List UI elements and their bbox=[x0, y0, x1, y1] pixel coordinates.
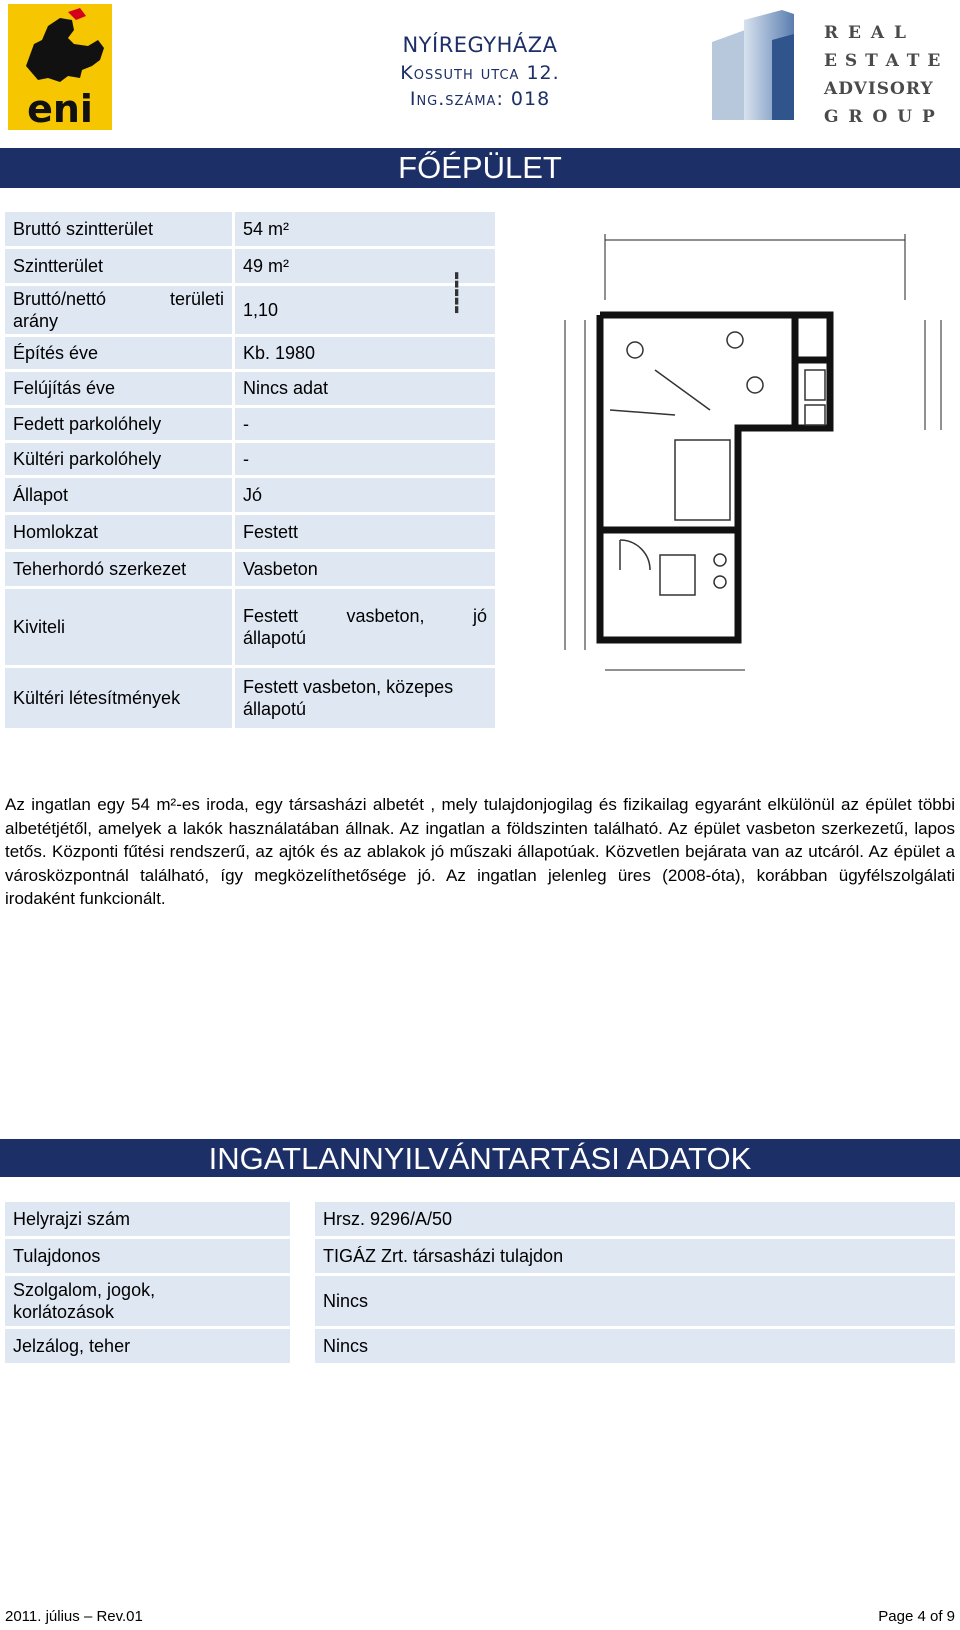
row-label: Kiviteli bbox=[5, 589, 232, 665]
table-row bbox=[5, 1329, 955, 1363]
row-label-part: korlátozások bbox=[13, 1302, 115, 1322]
row-value: Kb. 1980 bbox=[232, 337, 495, 369]
header-address: Kossuth utca 12. bbox=[400, 62, 560, 84]
row-label: Fedett parkolóhely bbox=[5, 408, 232, 440]
property-description: Az ingatlan egy 54 m²-es iroda, egy társasházi albetét , mely tulajdonjogilag és fizikailag egyaránt elkülönül az épület többi albetétjétől, amelyek a lakók használatában állnak. Az ingatlan a földszinten található. Az épület vasbeton szerkezetű, lapos tetős. Központi fűtési rendszerű, az ajtók és az ablakok jó műszaki állapotúak. Közvetlen bejárata van az utcáról. Az épület a városközpontnál található, így megközelíthetősége jó. Az ingatlan jelenleg üres (2008-óta), korábban ügyfélszolgálati irodaként funkcionált. bbox=[5, 795, 955, 908]
eni-logo bbox=[8, 4, 112, 130]
row-value: - bbox=[232, 443, 495, 475]
table-row bbox=[5, 515, 495, 549]
logo-line-estate: E S T A T E bbox=[824, 51, 942, 71]
section-title-text: INGATLANNYILVÁNTARTÁSI ADATOK bbox=[208, 1141, 752, 1176]
logo-line-real: R E A L bbox=[824, 23, 908, 43]
row-label: Építés éve bbox=[5, 337, 232, 369]
row-value: 54 m² bbox=[232, 212, 495, 246]
row-value-part: vasbeton, bbox=[346, 606, 425, 626]
row-label: Bruttó szintterület bbox=[5, 212, 232, 246]
row-label bbox=[5, 1276, 290, 1326]
section-title-main-building bbox=[0, 148, 960, 188]
row-label bbox=[5, 286, 232, 334]
registry-table bbox=[5, 1199, 955, 1366]
section-title-text: FŐÉPÜLET bbox=[398, 150, 562, 185]
table-row bbox=[5, 408, 495, 440]
row-value: Festett bbox=[232, 515, 495, 549]
row-value-part: jó bbox=[472, 606, 487, 626]
footer-date-revision: 2011. július – Rev.01 bbox=[5, 1608, 143, 1625]
row-label: Jelzálog, teher bbox=[5, 1329, 290, 1363]
real-estate-advisory-logo bbox=[712, 10, 956, 130]
row-value: Nincs bbox=[290, 1329, 955, 1363]
row-value: TIGÁZ Zrt. társasházi tulajdon bbox=[290, 1239, 955, 1273]
row-label: Állapot bbox=[5, 478, 232, 512]
row-value: Hrsz. 9296/A/50 bbox=[290, 1202, 955, 1236]
footer-page-number: Page 4 of 9 bbox=[878, 1608, 955, 1625]
svg-text:▬▬▬▬▬: ▬▬▬▬▬ bbox=[452, 271, 462, 314]
row-label-part: Bruttó/nettó bbox=[13, 289, 107, 309]
table-row bbox=[5, 372, 495, 405]
row-label: Helyrajzi szám bbox=[5, 1202, 290, 1236]
table-row bbox=[5, 443, 495, 475]
table-row bbox=[5, 212, 495, 246]
eni-logo-text: eni bbox=[27, 87, 93, 131]
row-value: 49 m² bbox=[232, 249, 495, 283]
table-row bbox=[5, 286, 495, 334]
row-value: 1,10 bbox=[232, 286, 495, 334]
table-row bbox=[5, 1239, 955, 1273]
logo-line-group: G R O U P bbox=[824, 107, 937, 127]
table-row bbox=[5, 337, 495, 369]
property-table bbox=[5, 209, 495, 731]
row-label-part: Szolgalom, jogok, bbox=[13, 1280, 156, 1300]
header-title bbox=[300, 30, 660, 112]
row-value: - bbox=[232, 408, 495, 440]
row-label: Szintterület bbox=[5, 249, 232, 283]
row-label: Tulajdonos bbox=[5, 1239, 290, 1273]
row-label: Teherhordó szerkezet bbox=[5, 552, 232, 586]
table-row bbox=[5, 589, 495, 665]
row-value: Nincs adat bbox=[232, 372, 495, 405]
row-label-part: arány bbox=[13, 311, 59, 331]
row-label-part: területi bbox=[169, 289, 224, 309]
row-value-part: Festett vasbeton, közepes bbox=[243, 677, 454, 697]
row-label: Kültéri parkolóhely bbox=[5, 443, 232, 475]
row-value bbox=[232, 668, 495, 728]
row-value: Nincs bbox=[290, 1276, 955, 1326]
table-row bbox=[5, 552, 495, 586]
table-row bbox=[5, 668, 495, 728]
page-footer bbox=[5, 1608, 955, 1625]
row-label: Felújítás éve bbox=[5, 372, 232, 405]
row-value-part: állapotú bbox=[243, 699, 307, 719]
header-inventory: Ing.száma: 018 bbox=[409, 88, 551, 110]
section-title-registry bbox=[0, 1139, 960, 1177]
row-value: Vasbeton bbox=[232, 552, 495, 586]
row-value-part: Festett bbox=[243, 606, 299, 626]
table-row bbox=[5, 1276, 955, 1326]
row-label: Kültéri létesítmények bbox=[5, 668, 232, 728]
row-label: Homlokzat bbox=[5, 515, 232, 549]
table-row bbox=[5, 478, 495, 512]
row-value: Jó bbox=[232, 478, 495, 512]
row-value bbox=[232, 589, 495, 665]
table-row bbox=[5, 1202, 955, 1236]
logo-line-advisory: ADVISORY bbox=[824, 79, 934, 99]
header-city: NYÍREGYHÁZA bbox=[402, 33, 558, 57]
table-row bbox=[5, 249, 495, 283]
row-value-part: állapotú bbox=[243, 628, 307, 648]
